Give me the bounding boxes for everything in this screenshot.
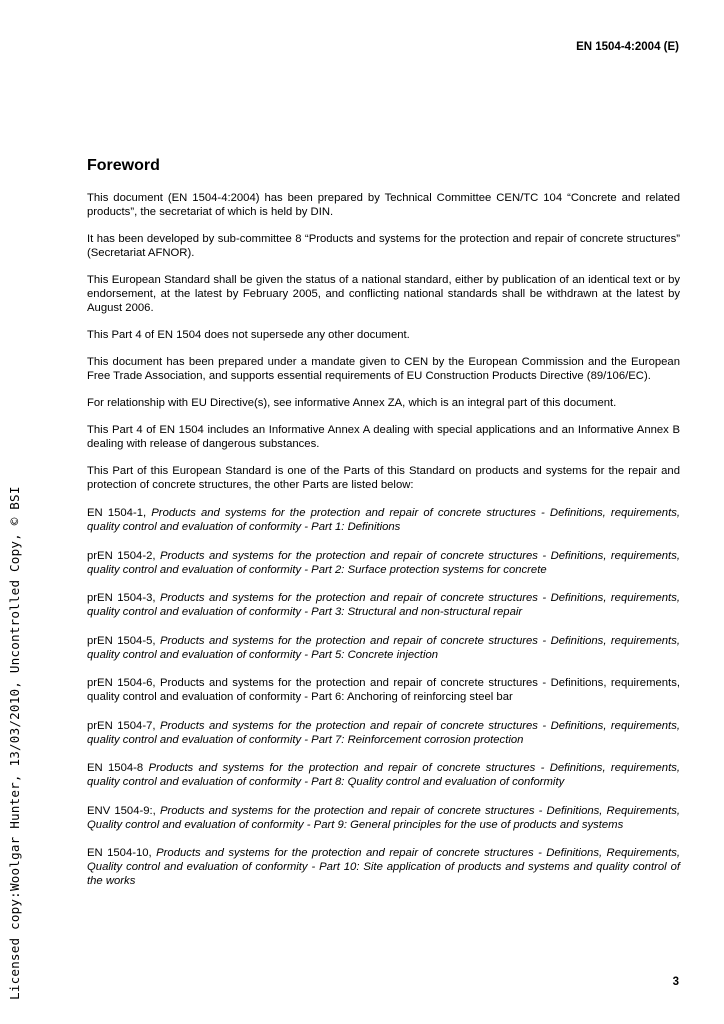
standard-ref: prEN 1504-2, [87,549,156,562]
paragraph-6: For relationship with EU Directive(s), see informative Annex ZA, which is an integral part of this document. [87,397,617,409]
standard-ref: prEN 1504-5, [87,634,156,647]
standard-part-entry [87,506,680,534]
paragraph-2: It has been developed by sub-committee 8 “Products and systems for the protection and repair of concrete structures” (Secretariat AFNOR). [87,233,680,259]
standard-ref: prEN 1504-7, [87,719,156,732]
standard-part-entry [87,549,680,577]
standard-title: Products and systems for the protection and repair of concrete structures - Definitions, requirements, quality control and evaluation of conformity - Part 7: Reinforcement corrosion protection [87,719,680,746]
standard-part-entry [87,846,680,888]
paragraph-4: This Part 4 of EN 1504 does not supersede any other document. [87,329,410,341]
standard-title: Products and systems for the protection and repair of concrete structures - Definitions, requirements, quality control and evaluation of conformity - Part 1: Definitions [87,507,680,533]
standard-ref: EN 1504-1, [87,507,147,519]
standard-part-entry [87,761,680,789]
standard-part-entry [87,634,680,662]
standard-title: Products and systems for the protection and repair of concrete structures - Definitions, requirements, quality control and evaluation of conformity - Part 5: Concrete injection [87,634,680,661]
page-number: 3 [672,976,679,988]
paragraph-8: This Part of this European Standard is one of the Parts of this Standard on products and systems for the repair and protection of concrete structures, the other Parts are listed below: [87,465,680,491]
standard-ref: EN 1504-10, [87,847,152,859]
foreword-section [87,156,680,903]
standard-part-entry [87,591,680,619]
standard-title: Products and systems for the protection and repair of concrete structures - Definitions, requirements, quality control and evaluation of conformity - Part 3: Structural and non-structural repair [87,592,680,618]
standard-part-entry [87,804,680,832]
standard-ref: EN 1504-8 [87,762,144,774]
standard-title: Products and systems for the protection and repair of concrete structures - Definitions, requirements, quality control and evaluation of conformity - Part 6: Anchoring of reinforcing steel bar [87,677,680,703]
standard-title: Products and systems for the protection and repair of concrete structures - Definitions, Requirements, Quality control and evaluation of conformity - Part 9: General principles for the use of products and systems [87,804,681,831]
paragraph-5: This document has been prepared under a mandate given to CEN by the European Commission and the European Free Trade Association, and supports essential requirements of EU Construction Products Directive (89/106/EC). [87,356,680,382]
standard-part-entry [87,676,680,704]
standard-ref: prEN 1504-6, [87,677,156,689]
paragraph-3: This European Standard shall be given the status of a national standard, either by publication of an identical text or by endorsement, at the latest by February 2005, and conflicting national standards shall be withdrawn at the latest by August 2006. [87,274,680,314]
standard-title: Products and systems for the protection and repair of concrete structures - Definitions, requirements, quality control and evaluation of conformity - Part 2: Surface protection systems for concrete [87,549,680,576]
paragraph-1: This document (EN 1504-4:2004) has been prepared by Technical Committee CEN/TC 104 “Concrete and related products”, the secretariat of which is held by DIN. [87,192,680,218]
paragraph-7: This Part 4 of EN 1504 includes an Informative Annex A dealing with special applications and an Informative Annex B dealing with release of dangerous substances. [87,424,680,450]
standard-ref: ENV 1504-9:, [87,804,156,817]
standard-title: Products and systems for the protection and repair of concrete structures - Definitions, requirements, quality control and evaluation of conformity - Part 8: Quality control and evaluation of conformity [87,762,680,788]
standard-ref: prEN 1504-3, [87,592,156,604]
license-watermark: Licensed copy:Woolgar Hunter, 13/03/2010, Uncontrolled Copy, © BSI [7,486,22,1000]
section-title: Foreword [87,157,160,174]
standard-part-entry [87,719,680,747]
standard-title: Products and systems for the protection and repair of concrete structures - Definitions, Requirements, Quality control and evaluation of conformity - Part 10: Site application of products and systems and quality control of the works [87,847,680,887]
document-header: EN 1504-4:2004 (E) [576,41,679,53]
